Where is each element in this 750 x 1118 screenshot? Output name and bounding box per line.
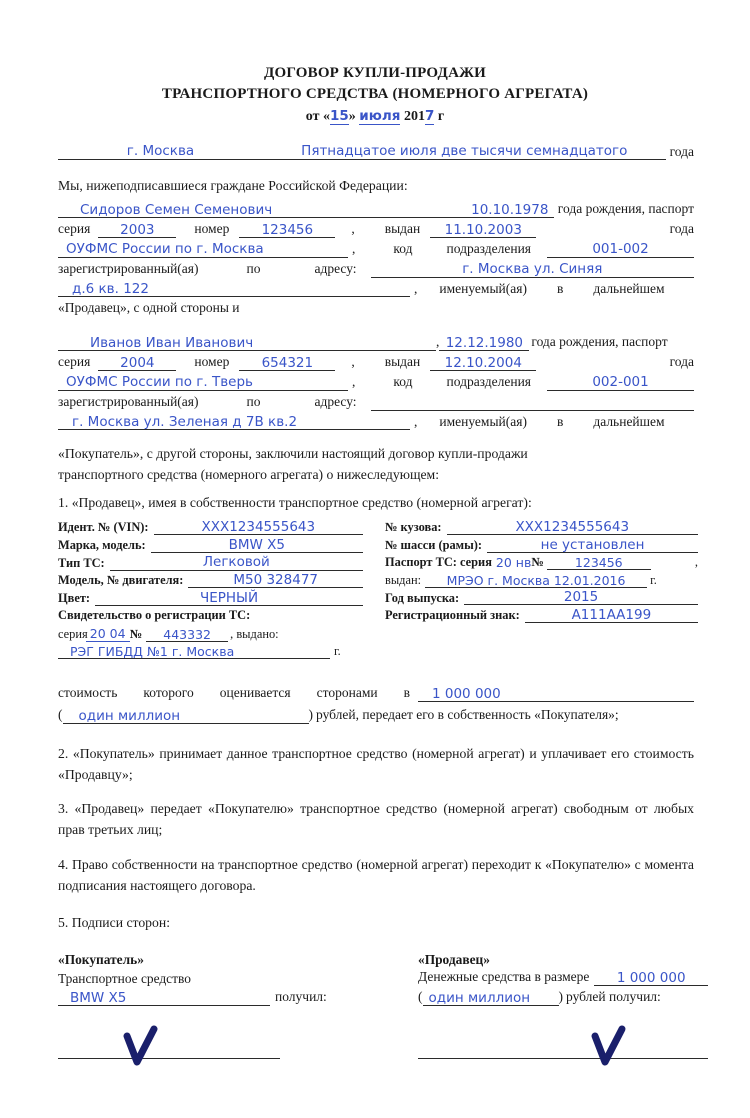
certificate-issued-label: , выдано: <box>230 626 279 641</box>
certificate-heading-label: Свидетельство о регистрации ТС: <box>58 608 251 623</box>
price-block <box>58 685 694 727</box>
date-suffix: г <box>437 108 445 124</box>
seller-issued-label: выдан <box>384 220 421 236</box>
seller-fullname-field[interactable]: Сидоров Семен Семенович <box>58 203 466 218</box>
date-year-prefix: 201 <box>403 108 425 124</box>
date-quote-close: » <box>348 108 356 124</box>
buyer-address-line2-field[interactable]: г. Москва ул. Зеленая д 7В кв.2 <box>58 415 410 430</box>
seller-amount-words-field[interactable]: один миллион <box>423 991 559 1006</box>
price-text-before: стоимость которого оценивается сторонами в <box>58 685 410 700</box>
longdate-suffix-label: года <box>669 144 694 160</box>
buyer-named-label: именуемый(ая) <box>439 413 527 429</box>
buyer-passport-row <box>58 354 694 371</box>
buyer-name-row <box>58 334 694 351</box>
seller-signature-area[interactable] <box>418 1020 708 1076</box>
buyer-series-label: серия <box>58 353 91 369</box>
vehicle-make-field[interactable]: BMW X5 <box>151 538 363 553</box>
date-prefix: от « <box>305 108 330 124</box>
buyer-issuer-comma: , <box>352 373 356 389</box>
seller-by-label: по <box>246 260 261 276</box>
clause-2: 2. «Покупатель» принимает данное транспортное средство (номерной агрегат) и уплачивает его стоимость «Продавцу»; <box>58 746 694 782</box>
buyer-birthdate-field[interactable]: 12.12.1980 <box>439 336 529 351</box>
pts-num-sign: № <box>531 555 544 570</box>
buyer-comma: , <box>351 353 355 369</box>
seller-paren-open: ( <box>418 989 423 1005</box>
date-month-field[interactable]: июля <box>359 107 401 124</box>
signatures-heading: 5. Подписи сторон: <box>58 915 170 930</box>
seller-address-label: адресу: <box>314 260 357 276</box>
price-row <box>58 685 694 702</box>
buyer-subdivision-code-field[interactable]: 002-001 <box>547 375 694 390</box>
pts-label: Паспорт ТС: серия <box>385 555 492 570</box>
seller-issuer-row <box>58 241 694 258</box>
vehicle-vin-label: Идент. № (VIN): <box>58 520 149 535</box>
seller-amount-words-row <box>418 989 708 1006</box>
seller-signature-line1: Денежные средства в размере <box>418 969 590 985</box>
seller-role-label: «Продавец», с одной стороны и <box>58 300 240 316</box>
buyer-address-comma: , <box>414 413 418 429</box>
seller-subdivision-label: подразделения <box>446 240 532 256</box>
buyer-registration-row <box>58 394 694 411</box>
vehicle-body-row <box>385 520 698 535</box>
certificate-issued-by-field[interactable]: РЭГ ГИБДД №1 г. Москва <box>58 645 330 659</box>
vehicle-chassis-row <box>385 538 698 553</box>
longdate-field[interactable]: Пятнадцатое июля две тысячи семнадцатого <box>263 144 666 160</box>
contract-date-line <box>0 108 750 125</box>
price-paren-close: ) <box>308 706 313 722</box>
buyer-birth-suffix-label: года рождения, паспорт <box>531 334 668 349</box>
buyer-number-label: номер <box>194 353 230 369</box>
seller-block <box>58 201 694 320</box>
buyer-in-label: в <box>556 413 564 429</box>
vehicle-engine-row <box>58 573 363 588</box>
buyer-vehicle-row <box>58 989 358 1006</box>
price-amount-field[interactable]: 1 000 000 <box>418 687 694 702</box>
seller-signature-title: «Продавец» <box>418 952 490 967</box>
buyer-block <box>58 334 694 433</box>
pts-series-field[interactable]: 20 нв <box>495 555 532 571</box>
buyer-issuer-row <box>58 374 694 391</box>
vehicle-body-label: № кузова: <box>385 520 442 535</box>
seller-birthdate-field[interactable]: 10.10.1978 <box>466 203 554 218</box>
vehicle-vin-field[interactable]: XXX1234555643 <box>154 520 363 535</box>
seller-year-word-label: года <box>669 220 694 236</box>
vehicle-color-label: Цвет: <box>58 590 91 605</box>
certificate-suffix-label: г. <box>334 644 341 659</box>
seller-birth-suffix-label: года рождения, паспорт <box>557 201 694 216</box>
price-amount-words-field[interactable]: один миллион <box>63 709 309 724</box>
seller-subdivision-code-field[interactable]: 001-002 <box>547 242 694 257</box>
buyer-issued-by-field[interactable]: ОУФМС России по г. Тверь <box>58 375 348 390</box>
pts-issued-row <box>385 573 698 588</box>
seller-comma: , <box>351 220 355 236</box>
city-and-longdate-row <box>58 144 694 160</box>
buyer-series-field[interactable]: 2004 <box>98 356 176 371</box>
seller-signature-rule <box>418 1058 708 1059</box>
seller-series-field[interactable]: 2003 <box>98 223 176 238</box>
seller-issued-by-field[interactable]: ОУФМС России по г. Москва <box>58 242 348 257</box>
certificate-heading-row <box>58 608 363 623</box>
pts-comma: , <box>694 555 698 570</box>
vehicle-engine-field[interactable]: M50 328477 <box>188 573 363 588</box>
seller-address-line2-field[interactable]: д.6 кв. 122 <box>58 282 410 297</box>
buyer-signature-line1: Транспортное средство <box>58 971 191 987</box>
price-paren-open: ( <box>58 706 63 722</box>
vehicle-vin-row <box>58 520 363 535</box>
buyer-fullname-field[interactable]: Иванов Иван Иванович <box>58 336 436 351</box>
seller-address2-row <box>58 281 694 298</box>
date-year-digit-field[interactable]: 7 <box>424 107 435 124</box>
buyer-address-label: адресу: <box>314 393 357 409</box>
vehicle-plate-label: Регистрационный знак: <box>385 608 520 623</box>
seller-hereafter-label: дальнейшем <box>593 280 665 296</box>
seller-signature-column <box>418 950 708 1076</box>
buyer-address-line1-field[interactable] <box>371 410 694 411</box>
check-mark-icon <box>118 1024 164 1070</box>
seller-amount-field[interactable]: 1 000 000 <box>594 971 708 986</box>
certificate-series-row <box>58 626 363 642</box>
pts-issued-suffix: г. <box>650 572 657 587</box>
clause-3: 3. «Продавец» передает «Покупателю» транспортное средство (номерной агрегат) свободным от любых прав третьих лиц; <box>58 801 694 837</box>
buyer-received-label: получил: <box>275 988 327 1004</box>
pts-issued-field[interactable]: МРЭО г. Москва 12.01.2016 <box>425 574 647 588</box>
page-subtitle: ТРАНСПОРТНОГО СРЕДСТВА (НОМЕРНОГО АГРЕГАТА) <box>161 86 589 103</box>
vehicle-color-field[interactable]: ЧЕРНЫЙ <box>95 591 363 606</box>
buyer-issued-label: выдан <box>384 353 421 369</box>
vehicle-plate-field[interactable]: A111AA199 <box>525 608 698 623</box>
document-header <box>0 63 750 125</box>
buyer-role-line1: «Покупатель», с другой стороны, заключили настоящий договор купли-продажи <box>58 446 528 461</box>
buyer-issued-date-field[interactable]: 12.10.2004 <box>430 356 536 371</box>
seller-role-row <box>58 300 694 317</box>
city-field[interactable]: г. Москва <box>58 144 263 160</box>
buyer-year-word-label: года <box>669 353 694 369</box>
intro-paragraph: Мы, нижеподписавшиеся граждане Российской Федерации: <box>58 178 408 193</box>
vehicle-year-field[interactable]: 2015 <box>464 590 698 605</box>
clause1-heading: 1. «Продавец», имея в собственности транспортное средство (номерной агрегат): <box>58 495 532 510</box>
vehicle-type-field[interactable]: Легковой <box>110 555 363 570</box>
buyer-subdivision-label: подразделения <box>446 373 532 389</box>
seller-named-label: именуемый(ая) <box>439 280 527 296</box>
price-words-row <box>58 707 694 724</box>
buyer-signature-area[interactable] <box>58 1020 358 1076</box>
pts-row <box>385 555 698 570</box>
buyer-number-field[interactable]: 654321 <box>239 356 335 371</box>
buyer-name-comma: , <box>436 334 440 349</box>
price-text-after: рублей, передает его в собственность «Покупателя»; <box>316 706 619 722</box>
buyer-role-line2: транспортного средства (номерного агрегата) о нижеследующем: <box>58 467 440 482</box>
vehicle-plate-row <box>385 608 698 623</box>
pts-issued-label: выдан: <box>385 572 422 587</box>
certificate-series-label: серия <box>58 626 88 641</box>
seller-received-label: рублей получил: <box>566 989 661 1005</box>
seller-in-label: в <box>556 280 564 296</box>
buyer-hereafter-label: дальнейшем <box>593 413 665 429</box>
certificate-num-sign: № <box>129 626 143 641</box>
vehicle-year-row <box>385 590 698 605</box>
clause-4: 4. Право собственности на транспортное средство (номерной агрегат) переходит к «Покупателю» с момента подписания настоящего договора. <box>58 857 694 893</box>
seller-name-row <box>58 201 694 218</box>
seller-passport-row <box>58 221 694 238</box>
vehicle-body-field[interactable]: XXX1234555643 <box>447 520 698 535</box>
seller-address-comma: , <box>414 280 418 296</box>
vehicle-type-row <box>58 555 363 570</box>
seller-code-label: код <box>393 240 413 256</box>
vehicle-chassis-field[interactable]: не установлен <box>487 538 698 553</box>
seller-amount-row <box>418 969 708 986</box>
vehicle-year-label: Год выпуска: <box>385 590 460 605</box>
seller-number-field[interactable]: 123456 <box>239 223 335 238</box>
date-day-field[interactable]: 15 <box>330 107 349 124</box>
vehicle-chassis-label: № шасси (рамы): <box>385 537 483 552</box>
check-mark-icon <box>586 1024 632 1070</box>
seller-issuer-comma: , <box>352 240 356 256</box>
vehicle-engine-label: Модель, № двигателя: <box>58 573 184 588</box>
pts-number-field[interactable]: 123456 <box>547 556 651 570</box>
buyer-signature-column <box>58 950 358 1076</box>
buyer-code-label: код <box>393 373 413 389</box>
vehicle-type-label: Тип ТС: <box>58 555 105 570</box>
seller-series-label: серия <box>58 220 91 236</box>
certificate-series-field[interactable]: 20 04 <box>86 626 130 642</box>
seller-issued-date-field[interactable]: 11.10.2003 <box>430 223 536 238</box>
buyer-signature-rule <box>58 1058 280 1059</box>
buyer-vehicle-field[interactable]: BMW X5 <box>58 991 270 1006</box>
certificate-issuer-row <box>58 644 363 659</box>
seller-registration-row <box>58 261 694 278</box>
buyer-signature-title: «Покупатель» <box>58 952 144 967</box>
buyer-address2-row <box>58 414 694 431</box>
seller-address-line1-field[interactable]: г. Москва ул. Синяя <box>371 262 694 277</box>
vehicle-make-row <box>58 538 363 553</box>
buyer-by-label: по <box>246 393 261 409</box>
buyer-registered-label: зарегистрированный(ая) <box>58 393 199 409</box>
certificate-number-field[interactable]: 443332 <box>146 628 228 642</box>
seller-paren-close: ) <box>558 989 563 1005</box>
seller-registered-label: зарегистрированный(ая) <box>58 260 199 276</box>
seller-number-label: номер <box>194 220 230 236</box>
vehicle-details-left-column <box>58 520 363 662</box>
vehicle-details-right-column <box>385 520 698 626</box>
vehicle-make-label: Марка, модель: <box>58 537 146 552</box>
vehicle-color-row <box>58 591 363 606</box>
page-title: ДОГОВОР КУПЛИ-ПРОДАЖИ <box>263 65 486 81</box>
